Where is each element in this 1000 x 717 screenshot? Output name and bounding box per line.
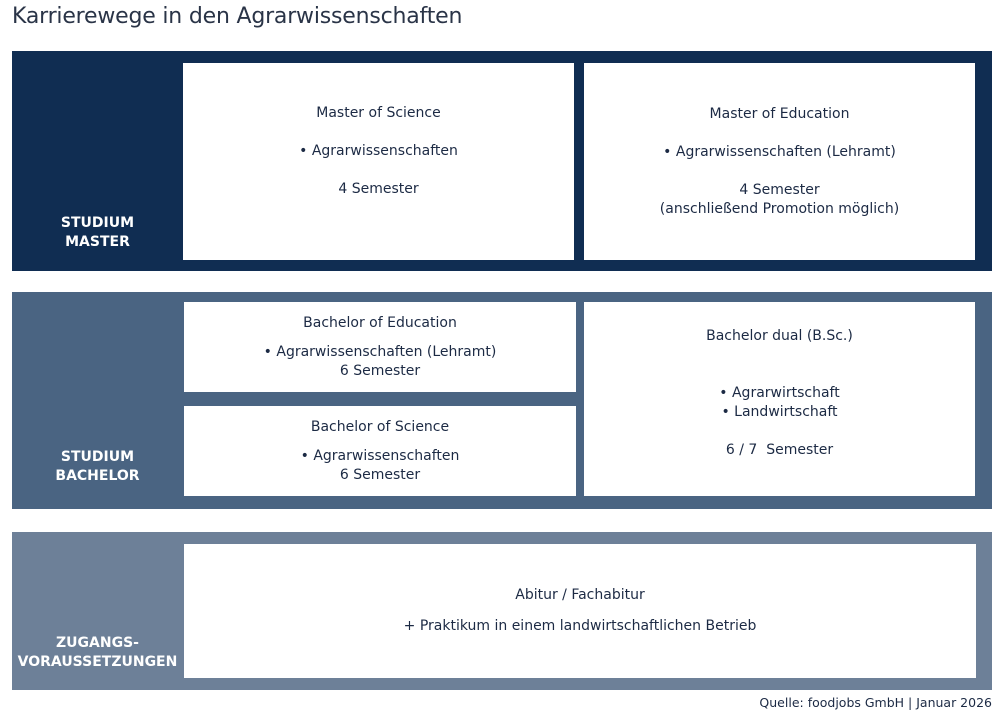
bachelor-label-line2: BACHELOR	[55, 468, 140, 484]
master-science-subject: • Agrarwissenschaften	[299, 143, 458, 159]
zugang-extra: + Praktikum in einem landwirtschaftlichen Betrieb	[403, 618, 757, 634]
master-education-note: (anschließend Promotion möglich)	[659, 200, 900, 217]
master-education-duration: 4 Semester	[739, 181, 820, 198]
zugang-band	[12, 532, 992, 690]
master-science-duration: 4 Semester	[338, 181, 419, 197]
bachelor-dual-card	[584, 302, 975, 496]
zugang-card	[184, 544, 976, 678]
bachelor-science-duration: 6 Semester	[339, 466, 421, 483]
bachelor-dual-subject2: • Landwirtschaft	[721, 403, 838, 420]
bachelor-education-title: Bachelor of Education	[303, 314, 457, 331]
master-band-label	[12, 214, 183, 252]
page-title: Karrierewege in den Agrarwissenschaften	[12, 4, 463, 29]
zugang-label-line1: ZUGANGS-	[56, 635, 139, 651]
bachelor-of-science-card	[184, 406, 576, 496]
bachelor-band-label	[12, 448, 183, 486]
bachelor-dual-duration: 6 / 7 Semester	[725, 441, 834, 458]
master-education-title: Master of Education	[709, 105, 850, 122]
bachelor-science-subject: • Agrarwissenschaften	[300, 447, 460, 464]
bachelor-dual-title: Bachelor dual (B.Sc.)	[706, 327, 853, 344]
bachelor-band	[12, 292, 992, 509]
bachelor-dual-subject1: • Agrarwirtschaft	[719, 384, 840, 401]
zugang-label-line2: VORAUSSETZUNGEN	[17, 654, 178, 670]
bachelor-education-duration: 6 Semester	[339, 362, 421, 379]
master-science-title: Master of Science	[316, 105, 441, 121]
bachelor-of-education-card	[184, 302, 576, 392]
master-education-subject: • Agrarwissenschaften (Lehramt)	[663, 143, 896, 160]
zugang-band-label	[12, 634, 183, 672]
master-of-science-card	[183, 63, 574, 260]
bachelor-science-title: Bachelor of Science	[310, 418, 450, 435]
source-note: Quelle: foodjobs GmbH | Januar 2026	[759, 695, 992, 710]
master-label-line2: MASTER	[65, 234, 130, 250]
bachelor-education-subject: • Agrarwissenschaften (Lehramt)	[263, 343, 497, 360]
bachelor-label-line1: STUDIUM	[60, 449, 135, 465]
zugang-requirement: Abitur / Fachabitur	[515, 587, 645, 603]
master-band	[12, 51, 992, 271]
master-label-line1: STUDIUM	[60, 215, 135, 231]
master-of-education-card	[584, 63, 975, 260]
